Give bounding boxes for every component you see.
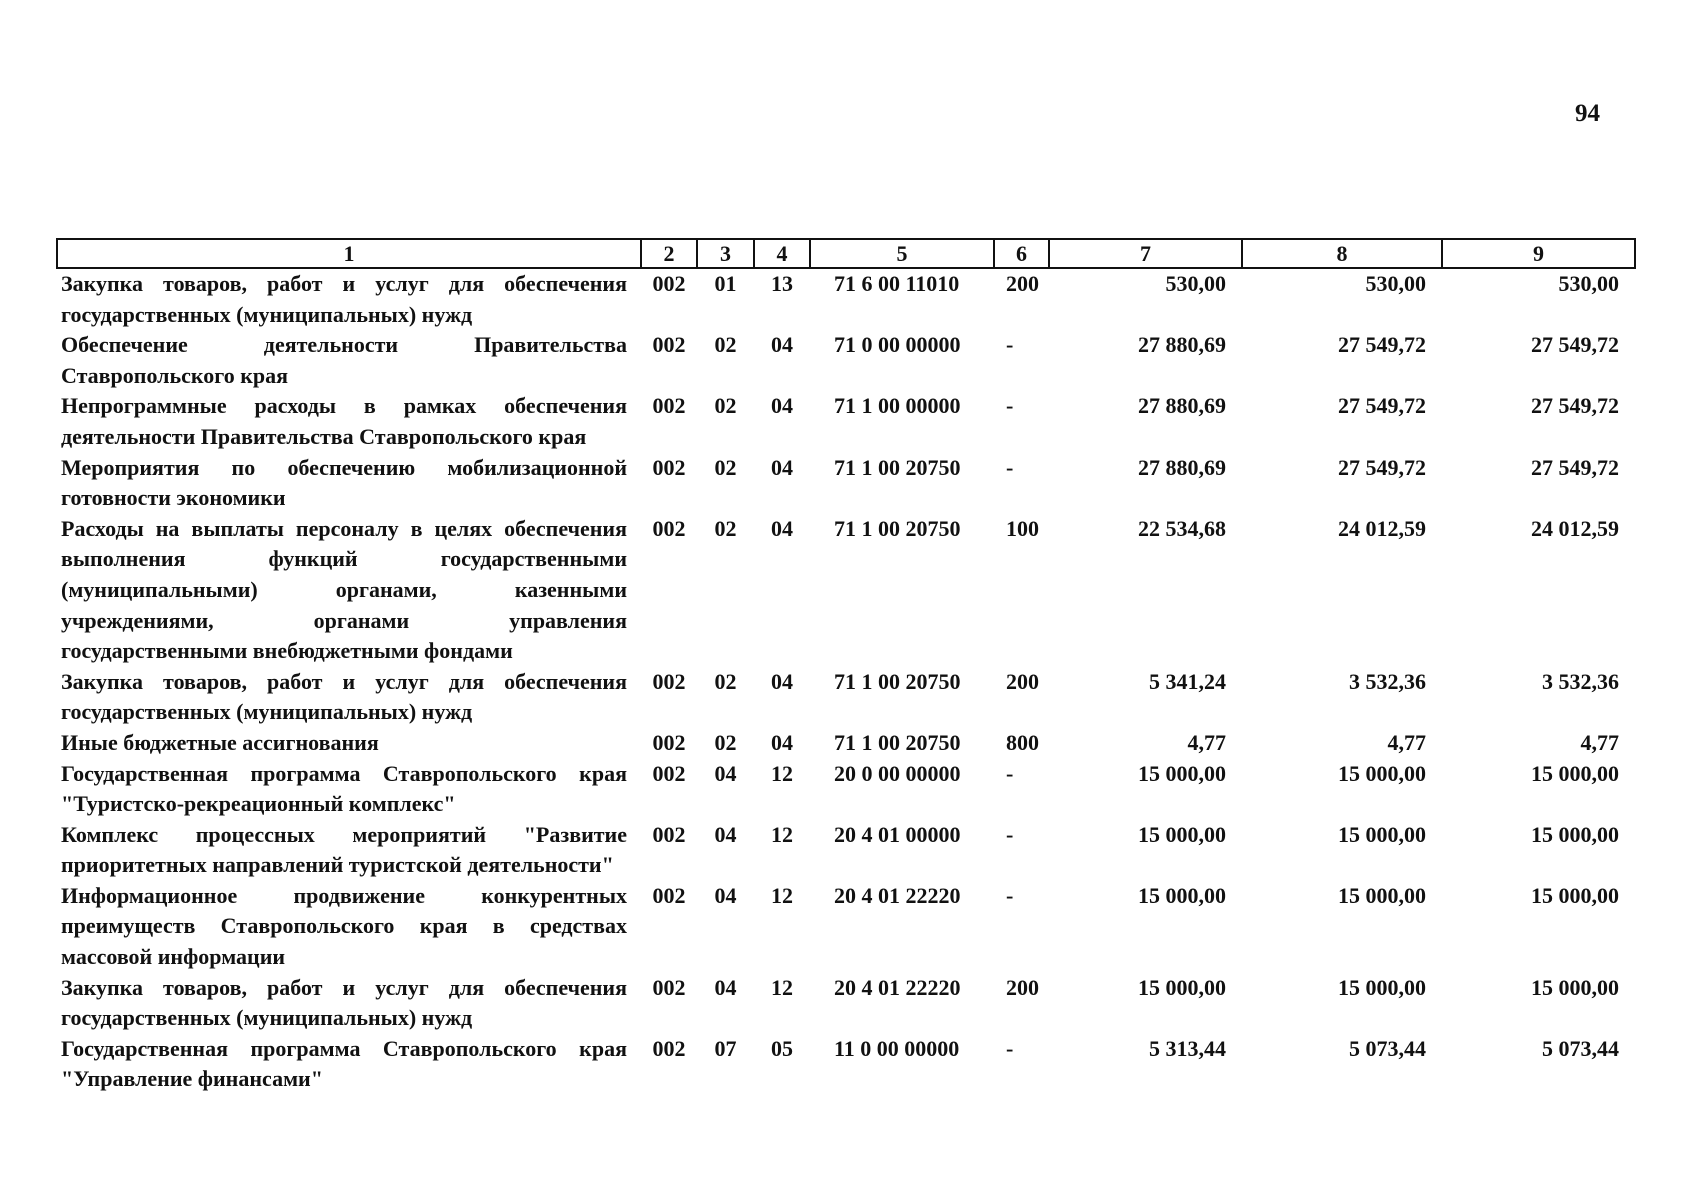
amount-year-2-cell: 530,00 xyxy=(1365,271,1426,296)
subsection-code-cell: 04 xyxy=(771,515,793,541)
table-row xyxy=(57,728,1635,759)
amount-year-3-cell: 27 549,72 xyxy=(1531,332,1619,358)
expense-name-cell: Государственная программа Ставропольского края "Туристско-рекреационный комплекс" xyxy=(61,760,627,817)
ministry-code-cell: 002 xyxy=(652,454,686,480)
table-row xyxy=(57,881,1635,973)
target-article-code-cell: 71 1 00 00000 xyxy=(834,393,961,419)
ministry-code-cell: 002 xyxy=(652,974,686,1000)
expense-name-cell: Мероприятия по обеспечению мобилизационной готовности экономики xyxy=(61,454,627,511)
budget-table xyxy=(56,238,1636,1095)
subsection-code-cell: 12 xyxy=(771,882,793,908)
amount-year-1-cell: 15 000,00 xyxy=(1138,760,1226,786)
amount-year-2-cell: 4,77 xyxy=(1387,729,1426,755)
ministry-code-cell: 002 xyxy=(652,393,686,419)
expense-name-cell: Закупка товаров, работ и услуг для обеспечения государственных (муниципальных) нужд xyxy=(61,271,627,327)
ministry-code-cell: 002 xyxy=(652,1035,686,1061)
table-row xyxy=(57,973,1635,1034)
section-code-cell: 02 xyxy=(714,454,737,480)
table-row xyxy=(57,514,1635,667)
expense-name-cell: Непрограммные расходы в рамках обеспечения деятельности Правительства Ставропольского края xyxy=(61,393,627,449)
target-article-code-cell: 11 0 00 00000 xyxy=(834,1035,960,1061)
expense-type-code-cell: - xyxy=(1006,332,1014,358)
expense-name-cell: Иные бюджетные ассигнования xyxy=(61,729,379,755)
column-header: 1 xyxy=(57,239,641,268)
table-row xyxy=(57,1034,1635,1095)
subsection-code-cell: 04 xyxy=(771,393,793,419)
amount-year-2-cell: 15 000,00 xyxy=(1338,821,1426,847)
section-code-cell: 04 xyxy=(714,882,737,908)
expense-type-code-cell: 200 xyxy=(1006,974,1039,1000)
subsection-code-cell: 04 xyxy=(771,332,793,358)
table-body xyxy=(57,268,1635,1095)
table-row xyxy=(57,453,1635,514)
amount-year-2-cell: 24 012,59 xyxy=(1338,515,1426,541)
target-article-code-cell: 71 1 00 20750 xyxy=(834,454,961,480)
target-article-code-cell: 20 4 01 00000 xyxy=(834,821,961,847)
expense-name-cell: Комплекс процессных мероприятий "Развитие приоритетных направлений туристской деятельности" xyxy=(61,821,627,878)
table-row xyxy=(57,820,1635,881)
amount-year-1-cell: 15 000,00 xyxy=(1138,974,1226,1000)
ministry-code-cell: 002 xyxy=(652,515,686,541)
expense-type-code-cell: - xyxy=(1006,821,1014,847)
subsection-code-cell: 12 xyxy=(771,974,793,1000)
amount-year-2-cell: 27 549,72 xyxy=(1338,332,1426,358)
amount-year-3-cell: 530,00 xyxy=(1558,271,1619,296)
amount-year-1-cell: 27 880,69 xyxy=(1138,332,1226,358)
amount-year-3-cell: 27 549,72 xyxy=(1531,454,1619,480)
target-article-code-cell: 71 1 00 20750 xyxy=(834,729,961,755)
amount-year-3-cell: 15 000,00 xyxy=(1531,882,1619,908)
ministry-code-cell: 002 xyxy=(652,332,686,358)
expense-type-code-cell: 100 xyxy=(1006,515,1039,541)
amount-year-1-cell: 27 880,69 xyxy=(1138,454,1226,480)
ministry-code-cell: 002 xyxy=(652,271,686,296)
subsection-code-cell: 12 xyxy=(771,821,793,847)
expense-name-cell: Расходы на выплаты персоналу в целях обеспечения выполнения функций государственными (муниципальными) органами, казенными учреждениями, органами управления государственными внебюджетными фондами xyxy=(61,515,627,664)
section-code-cell: 01 xyxy=(714,271,737,296)
ministry-code-cell: 002 xyxy=(652,668,686,694)
expense-name-cell: Закупка товаров, работ и услуг для обеспечения государственных (муниципальных) нужд xyxy=(61,668,627,725)
section-code-cell: 04 xyxy=(714,974,737,1000)
target-article-code-cell: 71 1 00 20750 xyxy=(834,668,961,694)
amount-year-1-cell: 4,77 xyxy=(1187,729,1226,755)
ministry-code-cell: 002 xyxy=(652,821,686,847)
expense-name-cell: Закупка товаров, работ и услуг для обеспечения государственных (муниципальных) нужд xyxy=(61,974,627,1031)
subsection-code-cell: 05 xyxy=(771,1035,793,1061)
amount-year-2-cell: 15 000,00 xyxy=(1338,760,1426,786)
page-number: 94 xyxy=(1575,100,1600,127)
amount-year-3-cell: 5 073,44 xyxy=(1542,1035,1619,1061)
amount-year-1-cell: 15 000,00 xyxy=(1138,882,1226,908)
target-article-code-cell: 71 0 00 00000 xyxy=(834,332,961,358)
table-header-row xyxy=(57,239,1635,268)
expense-type-code-cell: - xyxy=(1006,760,1014,786)
column-header: 6 xyxy=(994,239,1049,268)
subsection-code-cell: 04 xyxy=(771,454,793,480)
column-header: 3 xyxy=(697,239,754,268)
amount-year-3-cell: 27 549,72 xyxy=(1531,393,1619,419)
amount-year-1-cell: 27 880,69 xyxy=(1138,393,1226,419)
expense-type-code-cell: 200 xyxy=(1006,271,1039,296)
table-row xyxy=(57,667,1635,728)
section-code-cell: 02 xyxy=(714,393,737,419)
column-header: 4 xyxy=(754,239,810,268)
section-code-cell: 02 xyxy=(714,668,737,694)
amount-year-1-cell: 22 534,68 xyxy=(1138,515,1226,541)
target-article-code-cell: 20 4 01 22220 xyxy=(834,974,961,1000)
table-row xyxy=(57,759,1635,820)
subsection-code-cell: 13 xyxy=(771,271,793,296)
column-header: 5 xyxy=(810,239,994,268)
section-code-cell: 04 xyxy=(714,760,737,786)
subsection-code-cell: 04 xyxy=(771,668,793,694)
amount-year-1-cell: 5 341,24 xyxy=(1149,668,1226,694)
expense-type-code-cell: 200 xyxy=(1006,668,1039,694)
table-row xyxy=(57,330,1635,391)
expense-type-code-cell: - xyxy=(1006,393,1014,419)
table-row xyxy=(57,391,1635,452)
section-code-cell: 02 xyxy=(714,729,737,755)
section-code-cell: 07 xyxy=(714,1035,737,1061)
expense-name-cell: Информационное продвижение конкурентных преимуществ Ставропольского края в средствах массовой информации xyxy=(61,882,627,970)
amount-year-3-cell: 15 000,00 xyxy=(1531,974,1619,1000)
amount-year-3-cell: 24 012,59 xyxy=(1531,515,1619,541)
expense-type-code-cell: 800 xyxy=(1006,729,1039,755)
ministry-code-cell: 002 xyxy=(652,882,686,908)
target-article-code-cell: 71 6 00 11010 xyxy=(834,271,960,296)
amount-year-1-cell: 530,00 xyxy=(1165,271,1226,296)
amount-year-2-cell: 27 549,72 xyxy=(1338,393,1426,419)
amount-year-3-cell: 15 000,00 xyxy=(1531,760,1619,786)
target-article-code-cell: 20 0 00 00000 xyxy=(834,760,961,786)
amount-year-2-cell: 5 073,44 xyxy=(1349,1035,1426,1061)
amount-year-3-cell: 4,77 xyxy=(1580,729,1619,755)
expense-name-cell: Обеспечение деятельности Правительства Ставропольского края xyxy=(61,332,627,388)
ministry-code-cell: 002 xyxy=(652,760,686,786)
target-article-code-cell: 71 1 00 20750 xyxy=(834,515,961,541)
target-article-code-cell: 20 4 01 22220 xyxy=(834,882,961,908)
amount-year-2-cell: 15 000,00 xyxy=(1338,882,1426,908)
section-code-cell: 02 xyxy=(714,515,737,541)
table-row xyxy=(57,268,1635,330)
expense-type-code-cell: - xyxy=(1006,882,1014,908)
subsection-code-cell: 04 xyxy=(771,729,793,755)
amount-year-2-cell: 27 549,72 xyxy=(1338,454,1426,480)
column-header: 8 xyxy=(1242,239,1442,268)
column-header: 7 xyxy=(1049,239,1242,268)
amount-year-2-cell: 15 000,00 xyxy=(1338,974,1426,1000)
expense-type-code-cell: - xyxy=(1006,1035,1014,1061)
expense-name-cell: Государственная программа Ставропольского края "Управление финансами" xyxy=(61,1035,627,1092)
amount-year-3-cell: 3 532,36 xyxy=(1542,668,1619,694)
expense-type-code-cell: - xyxy=(1006,454,1014,480)
section-code-cell: 02 xyxy=(714,332,737,358)
section-code-cell: 04 xyxy=(714,821,737,847)
column-header: 2 xyxy=(641,239,697,268)
amount-year-1-cell: 15 000,00 xyxy=(1138,821,1226,847)
amount-year-3-cell: 15 000,00 xyxy=(1531,821,1619,847)
amount-year-2-cell: 3 532,36 xyxy=(1349,668,1426,694)
column-header: 9 xyxy=(1442,239,1635,268)
subsection-code-cell: 12 xyxy=(771,760,793,786)
amount-year-1-cell: 5 313,44 xyxy=(1149,1035,1226,1061)
ministry-code-cell: 002 xyxy=(652,729,686,755)
